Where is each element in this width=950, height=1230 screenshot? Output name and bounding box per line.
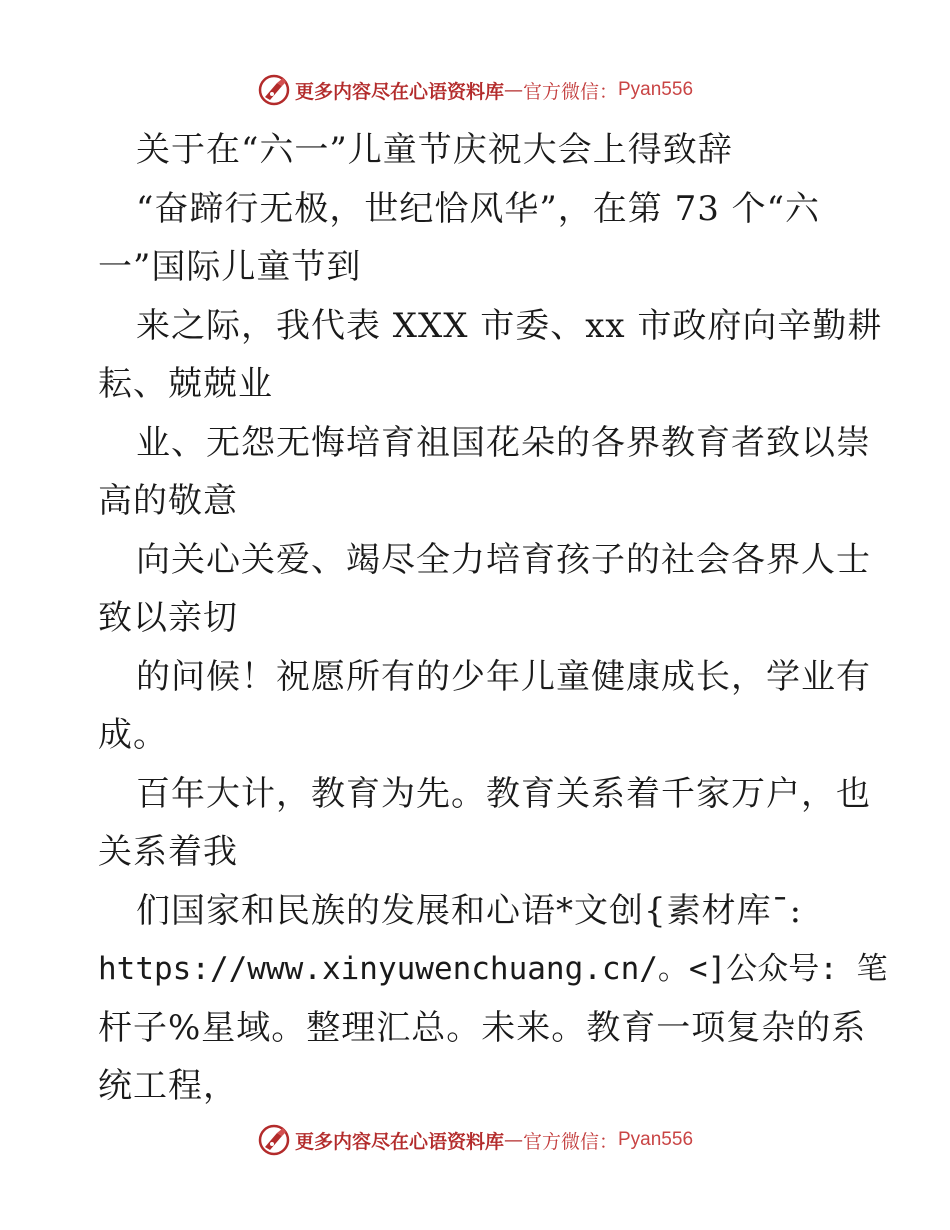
pen-nib-seal-icon xyxy=(257,1123,291,1157)
banner-wechat-label: 官方微信： xyxy=(522,1130,618,1153)
text-line: 的问候！祝愿所有的少年儿童健康成长，学业有 xyxy=(136,656,871,697)
text-line: 成。 xyxy=(98,715,168,755)
banner-main-text: 更多内容尽在心语资料库 xyxy=(294,80,504,103)
text-line: 们国家和民族的发展和心语*文创{素材库¯: xyxy=(136,890,803,931)
banner-wechat-id: Pyan556 xyxy=(618,1129,694,1150)
header-banner xyxy=(0,70,950,110)
text-line: 业、无怨无悔培育祖国花朵的各界教育者致以崇 xyxy=(136,422,871,463)
text-line: 关系着我 xyxy=(98,832,238,872)
text-line: 一”国际儿童节到 xyxy=(98,247,362,287)
text-line-url: https://www.xinyuwenchuang.cn/。<]公众号: 笔 xyxy=(98,951,888,987)
text-line: 统工程， xyxy=(98,1066,238,1106)
document-title: 关于在“六一”儿童节庆祝大会上得致辞 xyxy=(136,130,733,170)
banner-separator: — xyxy=(503,79,523,101)
document-body xyxy=(98,121,888,1116)
text-line: 百年大计，教育为先。教育关系着千家万户，也 xyxy=(136,773,871,814)
text-line: 耘、兢兢业 xyxy=(98,364,273,404)
text-line: 杆子%星域。整理汇总。未来。教育一项复杂的系 xyxy=(98,1007,867,1048)
text-line: 向关心关爱、竭尽全力培育孩子的社会各界人士 xyxy=(136,539,871,580)
text-line: 来之际，我代表 XXX 市委、xx 市政府向辛勤耕 xyxy=(136,305,883,346)
pen-nib-seal-icon xyxy=(257,73,291,107)
footer-banner xyxy=(0,1120,950,1160)
text-line: “奋蹄行无极，世纪恰风华”，在第 73 个“六 xyxy=(136,188,821,229)
banner-wechat-label: 官方微信： xyxy=(522,80,618,103)
banner-separator: — xyxy=(503,1129,523,1151)
banner-main-text: 更多内容尽在心语资料库 xyxy=(294,1130,504,1153)
banner-wechat-id: Pyan556 xyxy=(618,79,694,100)
text-line: 高的敬意 xyxy=(98,481,238,521)
text-line: 致以亲切 xyxy=(98,598,238,638)
